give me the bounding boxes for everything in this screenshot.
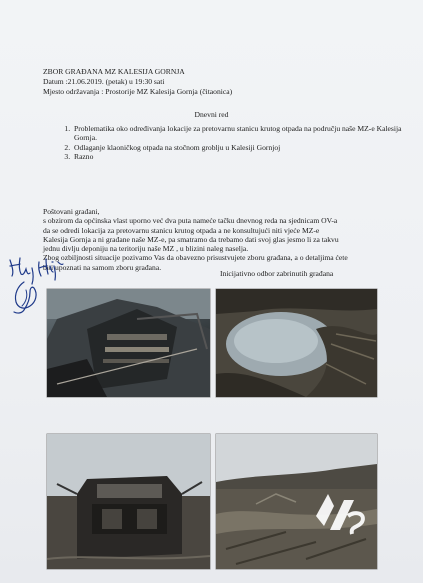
photo-rusted-machinery bbox=[47, 289, 210, 397]
photo-field-mud bbox=[216, 434, 377, 569]
photo-muddy-pond bbox=[216, 289, 377, 397]
body-line: jednu divlju deponiju na teritoriju naše MZ , u blizini naleg naselja. bbox=[43, 244, 249, 254]
agenda-item: 2. Odlaganje klaoničkog otpada na stočnom groblju u Kalesiji Gornjoj bbox=[72, 143, 402, 152]
body-line: biti upoznati na samom zboru građana. bbox=[43, 262, 162, 272]
photo-scrap-vehicle bbox=[47, 434, 210, 569]
body-text bbox=[43, 207, 373, 272]
agenda-item: 3. Razno bbox=[72, 152, 402, 161]
agenda-list bbox=[42, 124, 402, 161]
document-title: ZBOR GRAĐANA MZ KALESIJA GORNJA bbox=[43, 67, 185, 76]
date-line: Datum :21.06.2019. (petak) u 19:30 sati bbox=[43, 77, 165, 86]
body-line: Kalesija Gornja a ni građane naše MZ-e, pa smatramo da trebamo dati svoj glas jesmo li za takvu bbox=[43, 234, 339, 244]
committee-signature: Inicijativno odbor zabrinutih građana bbox=[220, 269, 334, 278]
body-line: s obzirom da općinska vlast uporno već dva puta nameće tačku dnevnog reda na sjednicam OV-a bbox=[43, 216, 338, 226]
body-line: Zbog ozbiljnosti situacije pozivamo Vas da obavezno prisustvujete zboru građana, a o detaljima ćete bbox=[43, 253, 348, 263]
agenda-heading: Dnevni red bbox=[194, 110, 229, 119]
agenda-item: 1. Problematika oko određivanja lokacije za pretovarnu stanicu krutog otpada na području naše MZ-e Kalesija Gornja. bbox=[72, 124, 402, 143]
greeting: Poštovani građani, bbox=[43, 207, 100, 216]
place-line: Mjesto održavanja : Prostorije MZ Kalesija Gornja (čitaonica) bbox=[43, 87, 233, 96]
body-line: da se odredi lokacija za pretovarnu stanicu krutog otpada a ne konsultujući niti vjeće MZ-e bbox=[43, 225, 320, 235]
